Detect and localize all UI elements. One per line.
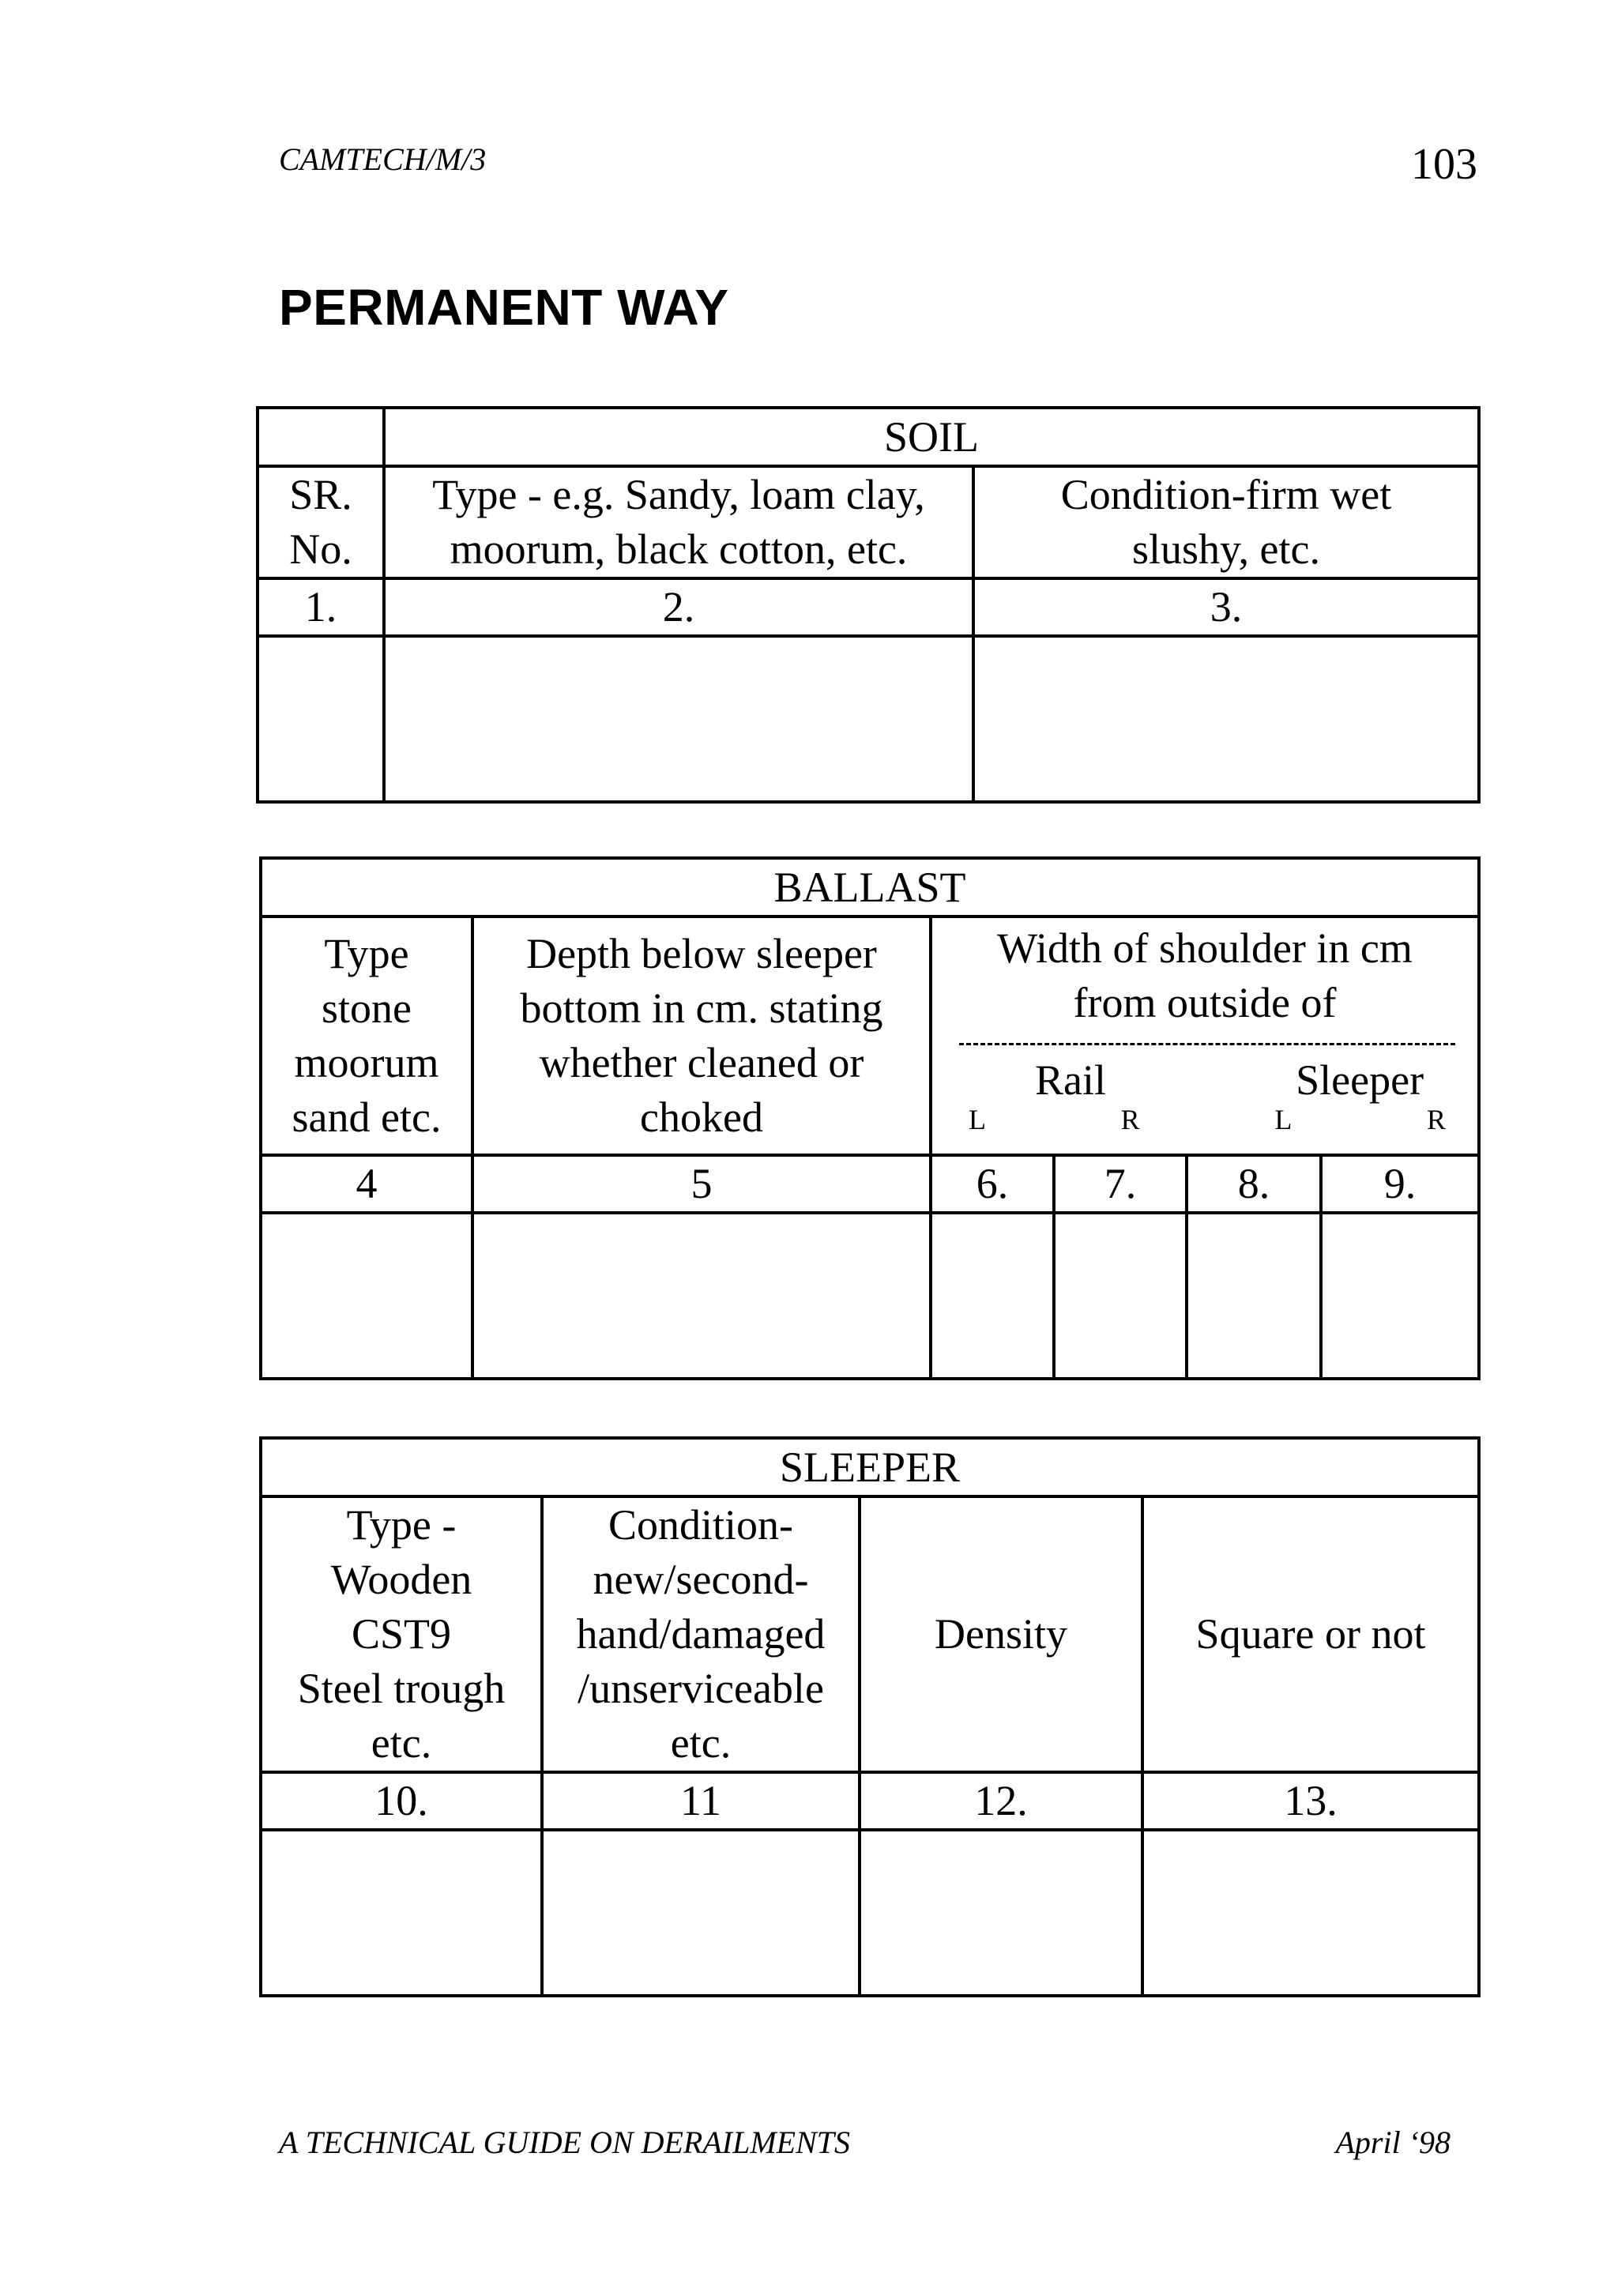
- sleeper-condition-line-2: new/second-: [593, 1556, 809, 1603]
- soil-col-number-2: 2.: [384, 578, 973, 636]
- rail-sleeper-labels: [932, 1056, 1477, 1104]
- dashed-divider: [959, 1043, 1455, 1045]
- ballast-entry-cell-4[interactable]: [261, 1213, 472, 1379]
- ballast-col-number-9: 9.: [1321, 1155, 1479, 1213]
- rail-label: Rail: [1035, 1056, 1106, 1104]
- ballast-shoulder-line-1: Width of shoulder in cm: [997, 924, 1413, 972]
- sleeper-caption: SLEEPER: [261, 1438, 1479, 1496]
- ballast-entry-cell-9[interactable]: [1321, 1213, 1479, 1379]
- sleeper-entry-cell-11[interactable]: [542, 1830, 860, 1996]
- sleeper-type-line-1: Type -: [346, 1501, 457, 1549]
- ballast-depth-line-3: whether cleaned or: [539, 1039, 864, 1086]
- soil-blank-corner: [258, 408, 384, 466]
- ballast-shoulder-line-2: from outside of: [1073, 979, 1337, 1026]
- soil-type-header: [384, 466, 973, 578]
- ballast-type-header: [261, 917, 472, 1155]
- left-right-labels: [932, 1104, 1477, 1139]
- sleeper-col-number-12: 12.: [860, 1772, 1142, 1830]
- ballast-entry-cell-7[interactable]: [1054, 1213, 1187, 1379]
- ballast-entry-cell-6[interactable]: [931, 1213, 1054, 1379]
- sleeper-type-line-4: Steel trough: [297, 1665, 506, 1712]
- ballast-col-number-8: 8.: [1187, 1155, 1321, 1213]
- footer-date: April ‘98: [1335, 2125, 1451, 2160]
- sleeper-right-label: R: [1427, 1104, 1447, 1135]
- soil-col-number-1: 1.: [258, 578, 384, 636]
- ballast-col-number-7: 7.: [1054, 1155, 1187, 1213]
- sleeper-entry-cell-13[interactable]: [1142, 1830, 1479, 1996]
- ballast-depth-header: [472, 917, 931, 1155]
- ballast-col-number-5: 5: [472, 1155, 931, 1213]
- soil-sr-line: SR.: [289, 471, 352, 518]
- soil-table: [256, 406, 1481, 804]
- page-number: 103: [1411, 140, 1477, 189]
- footer-guide-title: A TECHNICAL GUIDE ON DERAILMENTS: [279, 2125, 851, 2160]
- sleeper-col-number-10: 10.: [261, 1772, 542, 1830]
- sleeper-condition-line-3: hand/damaged: [576, 1610, 826, 1658]
- soil-type-line-2: moorum, black cotton, etc.: [450, 525, 908, 573]
- ballast-entry-cell-5[interactable]: [472, 1213, 931, 1379]
- ballast-entry-cell-8[interactable]: [1187, 1213, 1321, 1379]
- sleeper-type-header: [261, 1496, 542, 1772]
- soil-caption: SOIL: [384, 408, 1479, 466]
- soil-sr-no-header: [258, 466, 384, 578]
- sleeper-col-number-13: 13.: [1142, 1772, 1479, 1830]
- sleeper-condition-line-4: /unserviceable: [578, 1665, 824, 1712]
- sleeper-condition-header: [542, 1496, 860, 1772]
- document-code: CAMTECH/M/3: [279, 141, 487, 177]
- ballast-depth-line-1: Depth below sleeper: [526, 930, 877, 977]
- ballast-type-line-4: sand etc.: [292, 1093, 442, 1141]
- ballast-shoulder-header: [931, 917, 1479, 1155]
- soil-condition-line-1: Condition-firm wet: [1060, 471, 1392, 518]
- page-title: PERMANENT WAY: [279, 279, 729, 336]
- sleeper-condition-line-5: etc.: [670, 1719, 732, 1767]
- ballast-depth-line-2: bottom in cm. stating: [520, 984, 883, 1032]
- sleeper-table: [259, 1436, 1481, 1997]
- ballast-type-line-2: stone: [322, 984, 412, 1032]
- soil-col-number-3: 3.: [973, 578, 1479, 636]
- soil-condition-header: [973, 466, 1479, 578]
- sleeper-condition-line-1: Condition-: [608, 1501, 793, 1549]
- rail-left-label: L: [969, 1104, 986, 1135]
- soil-entry-cell-3[interactable]: [973, 636, 1479, 802]
- sleeper-type-line-3: CST9: [351, 1610, 452, 1658]
- rail-right-label: R: [1120, 1104, 1140, 1135]
- sleeper-label: Sleeper: [1296, 1056, 1424, 1104]
- ballast-col-number-4: 4: [261, 1155, 472, 1213]
- sleeper-square-header: Square or not: [1142, 1496, 1479, 1772]
- sleeper-left-label: L: [1274, 1104, 1293, 1135]
- soil-entry-cell-1[interactable]: [258, 636, 384, 802]
- sleeper-entry-cell-10[interactable]: [261, 1830, 542, 1996]
- sleeper-col-number-11: 11: [542, 1772, 860, 1830]
- ballast-depth-line-4: choked: [640, 1093, 763, 1141]
- ballast-table: [259, 856, 1481, 1380]
- sleeper-type-line-2: Wooden: [330, 1556, 472, 1603]
- ballast-col-number-6: 6.: [931, 1155, 1054, 1213]
- ballast-caption: BALLAST: [261, 858, 1479, 917]
- soil-entry-cell-2[interactable]: [384, 636, 973, 802]
- sleeper-entry-cell-12[interactable]: [860, 1830, 1142, 1996]
- sleeper-type-line-5: etc.: [371, 1719, 432, 1767]
- soil-no-line: No.: [289, 525, 352, 573]
- soil-type-line-1: Type - e.g. Sandy, loam clay,: [432, 471, 925, 518]
- ballast-type-line-1: Type: [324, 930, 409, 977]
- soil-condition-line-2: slushy, etc.: [1132, 525, 1320, 573]
- sleeper-density-header: Density: [860, 1496, 1142, 1772]
- ballast-type-line-3: moorum: [294, 1039, 439, 1086]
